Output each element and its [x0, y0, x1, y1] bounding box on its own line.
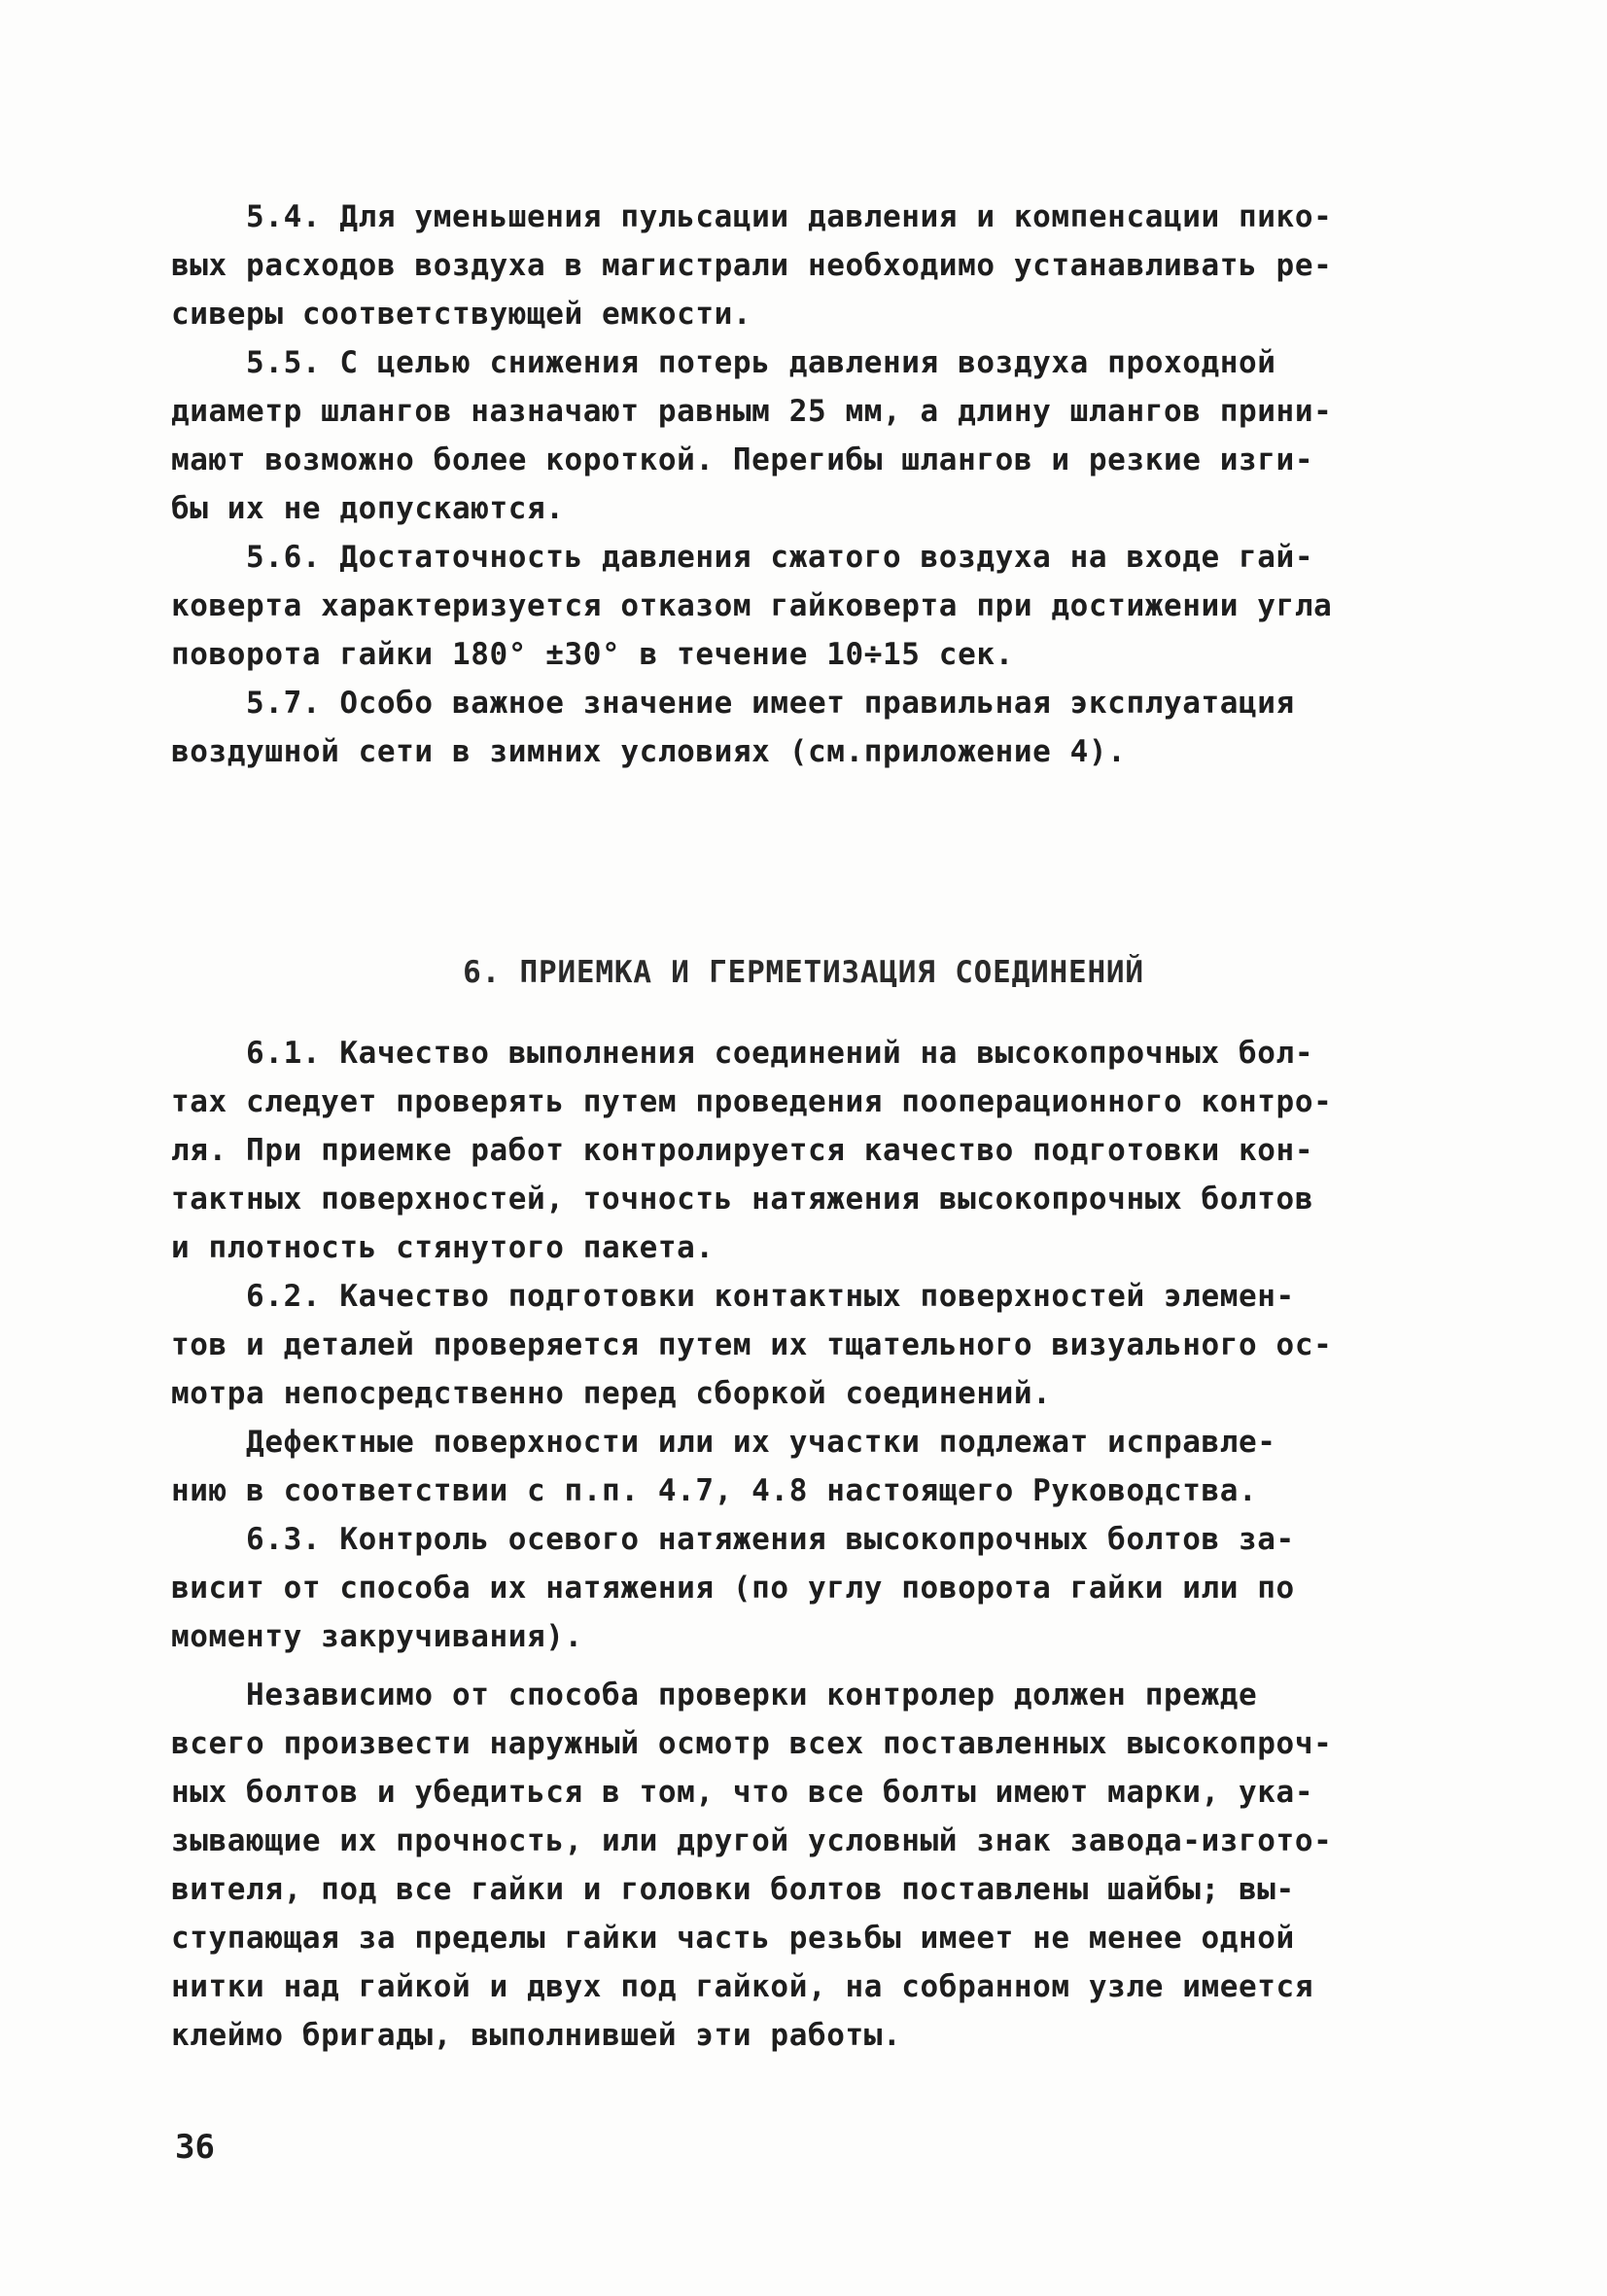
text-line: мают возможно более короткой. Перегибы шлангов и резкие изги-: [171, 442, 1314, 477]
text-line: тактных поверхностей, точность натяжения высокопрочных болтов: [171, 1182, 1314, 1217]
section-6-heading: 6. ПРИЕМКА И ГЕРМЕТИЗАЦИЯ СОЕДИНЕНИЙ: [463, 955, 1144, 990]
text-line: 5.5. С целью снижения потерь давления воздуха проходной: [171, 345, 1276, 380]
page-number: 36: [175, 2128, 215, 2167]
text-line: и плотность стянутого пакета.: [171, 1230, 715, 1265]
text-line: ля. При приемке работ контролируется качество подготовки кон-: [171, 1133, 1314, 1168]
text-line: ных болтов и убедиться в том, что все болты имеют марки, ука-: [171, 1775, 1314, 1810]
text-line: мотра непосредственно перед сборкой соединений.: [171, 1376, 1052, 1411]
text-line: коверта характеризуется отказом гайковерта при достижении угла: [171, 588, 1333, 623]
text-line: ступающая за пределы гайки часть резьбы имеет не менее одной: [171, 1921, 1295, 1956]
text-line: моменту закручивания).: [171, 1619, 583, 1654]
text-line: Независимо от способа проверки контролер должен прежде: [171, 1678, 1258, 1713]
text-line: диаметр шлангов назначают равным 25 мм, а длину шлангов прини-: [171, 394, 1333, 429]
text-line: висит от способа их натяжения (по углу поворота гайки или по: [171, 1571, 1295, 1606]
text-line: 6.3. Контроль осевого натяжения высокопрочных болтов за-: [171, 1522, 1295, 1557]
text-line: 5.6. Достаточность давления сжатого воздуха на входе гай-: [171, 540, 1314, 575]
text-line: клеймо бригады, выполнившей эти работы.: [171, 2018, 902, 2053]
text-line: бы их не допускаются.: [171, 491, 565, 526]
text-line: поворота гайки 180° ±30° в течение 10÷15 сек.: [171, 637, 1014, 672]
text-line: 6.1. Качество выполнения соединений на высокопрочных бол-: [171, 1036, 1314, 1071]
text-line: вителя, под все гайки и головки болтов поставлены шайбы; вы-: [171, 1872, 1295, 1907]
text-line: сиверы соответствующей емкости.: [171, 297, 752, 332]
text-line: тов и деталей проверяется путем их тщательного визуального ос-: [171, 1327, 1333, 1362]
text-line: нию в соответствии с п.п. 4.7, 4.8 настоящего Руководства.: [171, 1473, 1258, 1508]
text-line: Дефектные поверхности или их участки подлежат исправле-: [171, 1425, 1276, 1460]
text-line: тах следует проверять путем проведения пооперационного контро-: [171, 1084, 1333, 1119]
text-line: 5.4. Для уменьшения пульсации давления и компенсации пико-: [171, 199, 1333, 234]
text-line: воздушной сети в зимних условиях (см.приложение 4).: [171, 734, 1127, 769]
text-line: 6.2. Качество подготовки контактных поверхностей элемен-: [171, 1279, 1295, 1314]
text-line: нитки над гайкой и двух под гайкой, на собранном узле имеется: [171, 1969, 1314, 2004]
text-line: 5.7. Особо важное значение имеет правильная эксплуатация: [171, 686, 1295, 721]
text-line: зывающие их прочность, или другой условный знак завода-изгото-: [171, 1823, 1333, 1858]
text-line: всего произвести наружный осмотр всех поставленных высокопроч-: [171, 1726, 1333, 1761]
text-line: вых расходов воздуха в магистрали необходимо устанавливать ре-: [171, 248, 1333, 283]
